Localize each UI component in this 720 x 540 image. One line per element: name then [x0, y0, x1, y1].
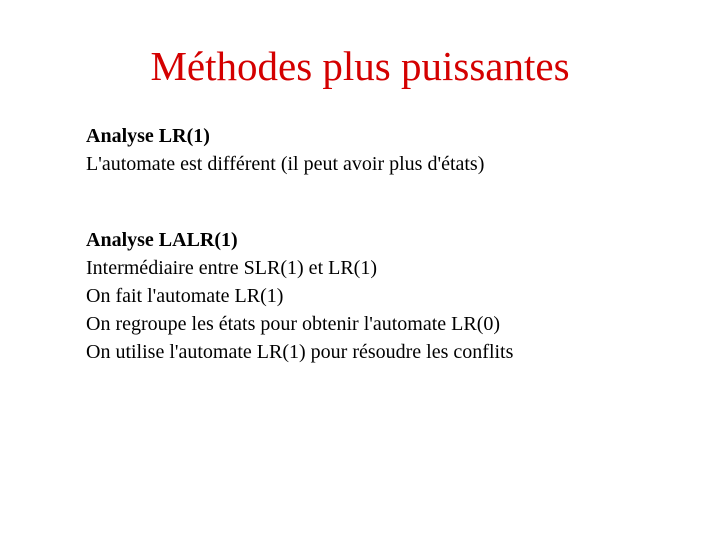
section-line: Intermédiaire entre SLR(1) et LR(1): [86, 257, 377, 279]
section-line: On fait l'automate LR(1): [86, 285, 284, 307]
section-spacer: [86, 178, 706, 226]
section-line: On utilise l'automate LR(1) pour résoudre les conflits: [86, 341, 514, 363]
section-heading: Analyse LALR(1): [86, 229, 238, 251]
section-heading: Analyse LR(1): [86, 125, 210, 147]
slide-content: [86, 122, 706, 366]
section-line: L'automate est différent (il peut avoir plus d'états): [86, 153, 485, 175]
section-line: On regroupe les états pour obtenir l'automate LR(0): [86, 313, 501, 335]
slide-title: Méthodes plus puissantes: [150, 43, 570, 89]
section-lalr1: [86, 226, 706, 366]
section-lr1: [86, 122, 706, 178]
